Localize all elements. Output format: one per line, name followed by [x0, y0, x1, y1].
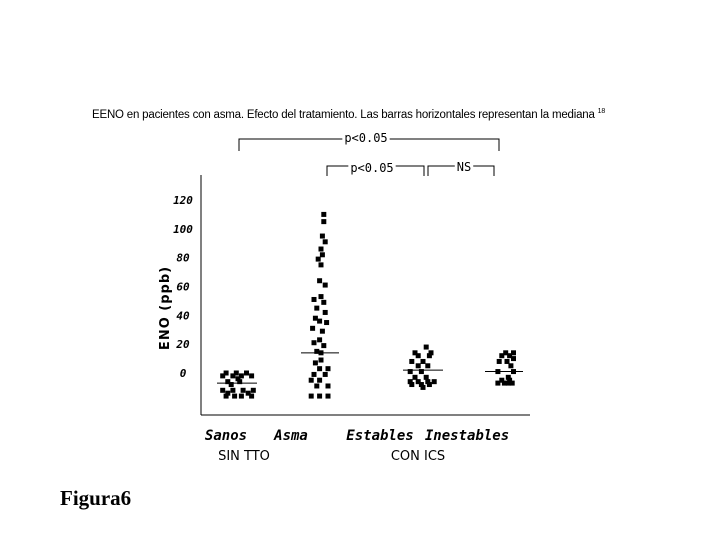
data-point: [424, 345, 429, 350]
data-point: [316, 257, 321, 262]
data-point: [317, 278, 322, 283]
data-point: [326, 394, 331, 399]
group-label: SIN TTO: [218, 449, 270, 464]
data-point: [317, 366, 322, 371]
data-point: [409, 382, 414, 387]
data-point: [309, 394, 314, 399]
data-point: [312, 297, 317, 302]
figure-label: Figura6: [60, 486, 132, 510]
data-point: [312, 340, 317, 345]
data-point: [220, 388, 225, 393]
significance-label: p<0.05: [350, 161, 394, 175]
y-axis-label: ENO (ppb): [158, 265, 173, 351]
y-tick-label: 20: [176, 338, 190, 352]
y-tick-label: 80: [176, 251, 190, 265]
y-tick-label: 100: [173, 222, 193, 236]
data-point: [320, 234, 325, 239]
data-point: [511, 356, 516, 361]
data-point: [230, 373, 235, 378]
significance-label: p<0.05: [344, 131, 388, 145]
data-point: [249, 373, 254, 378]
group-label: CON ICS: [390, 449, 446, 464]
category-label: Sanos: [204, 428, 248, 444]
data-point: [321, 219, 326, 224]
data-point: [326, 366, 331, 371]
data-point: [416, 363, 421, 368]
data-point: [241, 388, 246, 393]
data-point: [499, 353, 504, 358]
data-point: [251, 388, 256, 393]
data-point: [495, 381, 500, 386]
data-point: [317, 337, 322, 342]
data-point: [313, 360, 318, 365]
data-point: [425, 363, 430, 368]
data-point: [319, 294, 324, 299]
data-point: [239, 394, 244, 399]
data-point: [230, 388, 235, 393]
data-point: [326, 383, 331, 388]
data-point: [321, 343, 326, 348]
data-point: [497, 359, 502, 364]
data-point: [413, 375, 418, 380]
data-point: [424, 375, 429, 380]
category-label: Asma: [274, 428, 308, 444]
category-label: Inestables: [424, 428, 510, 444]
data-point: [309, 378, 314, 383]
data-point: [310, 326, 315, 331]
data-point: [317, 394, 322, 399]
data-point: [321, 212, 326, 217]
data-point: [317, 378, 322, 383]
data-point: [224, 394, 229, 399]
data-point: [421, 385, 426, 390]
data-point: [314, 306, 319, 311]
chart-title-superscript: 18: [597, 108, 606, 115]
data-point: [220, 373, 225, 378]
y-tick-label: 0: [179, 367, 187, 380]
data-point: [319, 358, 324, 363]
data-point: [320, 252, 325, 257]
data-point: [323, 310, 328, 315]
significance-label: NS: [456, 160, 472, 174]
data-point: [232, 394, 237, 399]
y-tick-label: 60: [176, 280, 190, 294]
data-point: [324, 320, 329, 325]
data-point: [409, 359, 414, 364]
chart-title-text: EENO en pacientes con asma. Efecto del tratamiento. Las barras horizontales representan la mediana: [92, 108, 595, 121]
y-tick-label: 40: [176, 309, 190, 323]
data-point: [510, 381, 515, 386]
data-point: [319, 247, 324, 252]
data-point: [312, 372, 317, 377]
data-point: [508, 363, 513, 368]
data-point: [505, 359, 510, 364]
data-point: [421, 359, 426, 364]
category-label: Estables: [346, 428, 414, 444]
data-point: [432, 379, 437, 384]
data-point: [320, 329, 325, 334]
data-point: [319, 262, 324, 267]
y-tick-label: 120: [173, 194, 193, 207]
data-point: [323, 283, 328, 288]
data-point: [323, 239, 328, 244]
data-point: [244, 371, 249, 376]
data-point: [416, 353, 421, 358]
data-point: [249, 394, 254, 399]
data-point: [323, 372, 328, 377]
data-point: [314, 383, 319, 388]
data-point: [321, 300, 326, 305]
data-point: [427, 382, 432, 387]
data-point: [317, 319, 322, 324]
data-point: [427, 353, 432, 358]
